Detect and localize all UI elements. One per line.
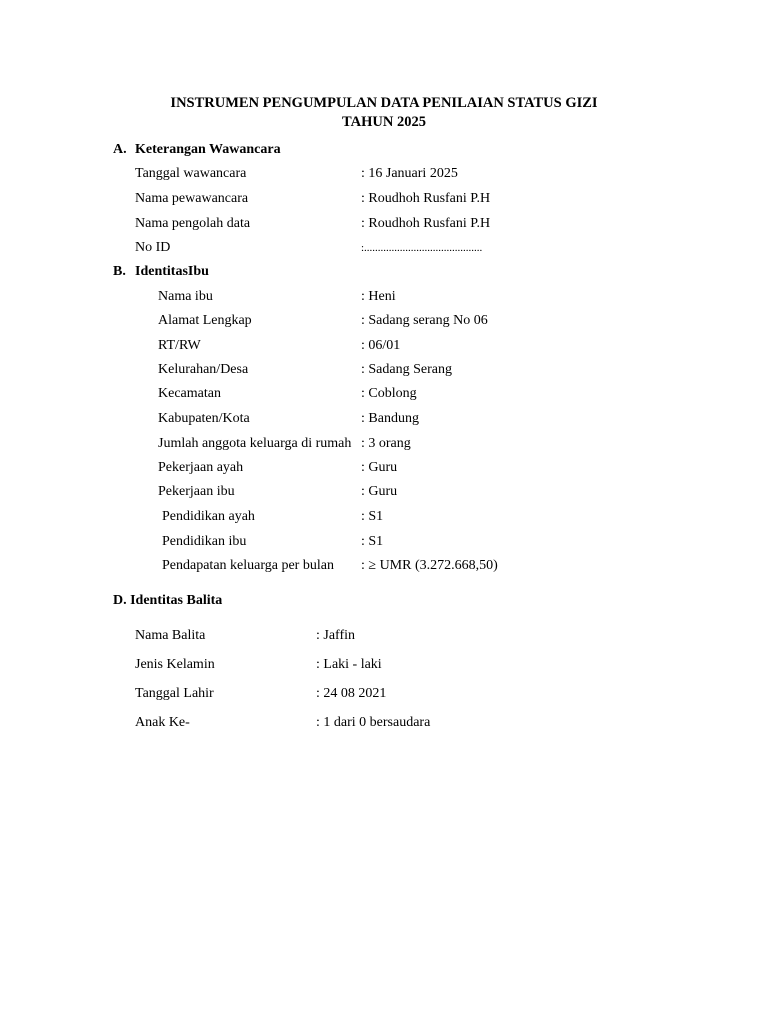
document-title-line-2: TAHUN 2025 (342, 114, 426, 130)
section-b-row (0, 337, 768, 355)
section-b-row (0, 483, 768, 501)
field-value: : 24 08 2021 (316, 686, 387, 701)
section-d-row (0, 685, 768, 703)
document-title-line-1: INSTRUMEN PENGUMPULAN DATA PENILAIAN STATUS GIZI (170, 95, 598, 111)
section-b-letter: B. (113, 264, 126, 279)
field-label: Pendidikan ayah (162, 509, 255, 524)
field-value: : Roudhoh Rusfani P.H (361, 191, 491, 206)
field-label: Pendapatan keluarga per bulan (162, 558, 334, 573)
field-value: : 1 dari 0 bersaudara (316, 715, 431, 730)
field-value: : Guru (361, 460, 398, 475)
field-value: : Jaffin (316, 628, 356, 643)
field-label: Alamat Lengkap (158, 313, 252, 328)
section-d-row (0, 656, 768, 674)
section-b-heading (113, 263, 209, 281)
field-label: Pendidikan ibu (162, 534, 247, 549)
field-label: Nama ibu (158, 289, 213, 304)
field-label: Nama Balita (135, 628, 206, 643)
field-label: Kecamatan (158, 386, 221, 401)
field-label: Tanggal Lahir (135, 686, 214, 701)
field-value: : S1 (361, 534, 384, 549)
section-d-row (0, 627, 768, 645)
field-label: Pekerjaan ayah (158, 460, 244, 475)
field-label: Jenis Kelamin (135, 657, 215, 672)
section-d-row (0, 714, 768, 732)
field-label: Pekerjaan ibu (158, 484, 235, 499)
section-b-row (0, 288, 768, 306)
section-d-heading: D. Identitas Balita (113, 593, 223, 608)
field-value: : 3 orang (361, 436, 411, 451)
section-b-row (0, 533, 768, 551)
section-a-row (0, 239, 768, 257)
field-value: : S1 (361, 509, 384, 524)
field-label: Anak Ke- (135, 715, 190, 730)
field-value: : Laki - laki (316, 657, 382, 672)
section-a-letter: A. (113, 142, 127, 157)
field-value: : Coblong (361, 386, 417, 401)
section-b-row (0, 385, 768, 403)
section-b-row (0, 435, 768, 453)
field-value: : 06/01 (361, 338, 401, 353)
field-value: : ≥ UMR (3.272.668,50) (361, 558, 498, 573)
field-label: Nama pewawancara (135, 191, 249, 206)
section-b-row (0, 508, 768, 526)
field-value: : Guru (361, 484, 398, 499)
field-label: No ID (135, 240, 171, 255)
section-b-row (0, 361, 768, 379)
section-b-row (0, 410, 768, 428)
field-label: RT/RW (158, 338, 201, 353)
field-label: Tanggal wawancara (135, 166, 247, 181)
field-label: Jumlah anggota keluarga di rumah (158, 436, 352, 451)
section-b-row (0, 557, 768, 575)
field-value: : Bandung (361, 411, 419, 426)
field-value: : Sadang Serang (361, 362, 452, 377)
section-a-row (0, 165, 768, 183)
field-label: Kabupaten/Kota (158, 411, 250, 426)
field-value: : 16 Januari 2025 (361, 166, 458, 181)
section-a-title: Keterangan Wawancara (135, 142, 281, 157)
section-a-row (0, 190, 768, 208)
field-value: :........................................... (361, 242, 483, 254)
field-value: : Heni (361, 289, 396, 304)
field-label: Nama pengolah data (135, 216, 251, 231)
section-a-row (0, 215, 768, 233)
field-value: : Roudhoh Rusfani P.H (361, 216, 491, 231)
field-label: Kelurahan/Desa (158, 362, 249, 377)
section-b-title: IdentitasIbu (135, 264, 209, 279)
section-a-heading (113, 141, 281, 159)
section-b-row (0, 459, 768, 477)
field-value: : Sadang serang No 06 (361, 313, 488, 328)
section-b-row (0, 312, 768, 330)
